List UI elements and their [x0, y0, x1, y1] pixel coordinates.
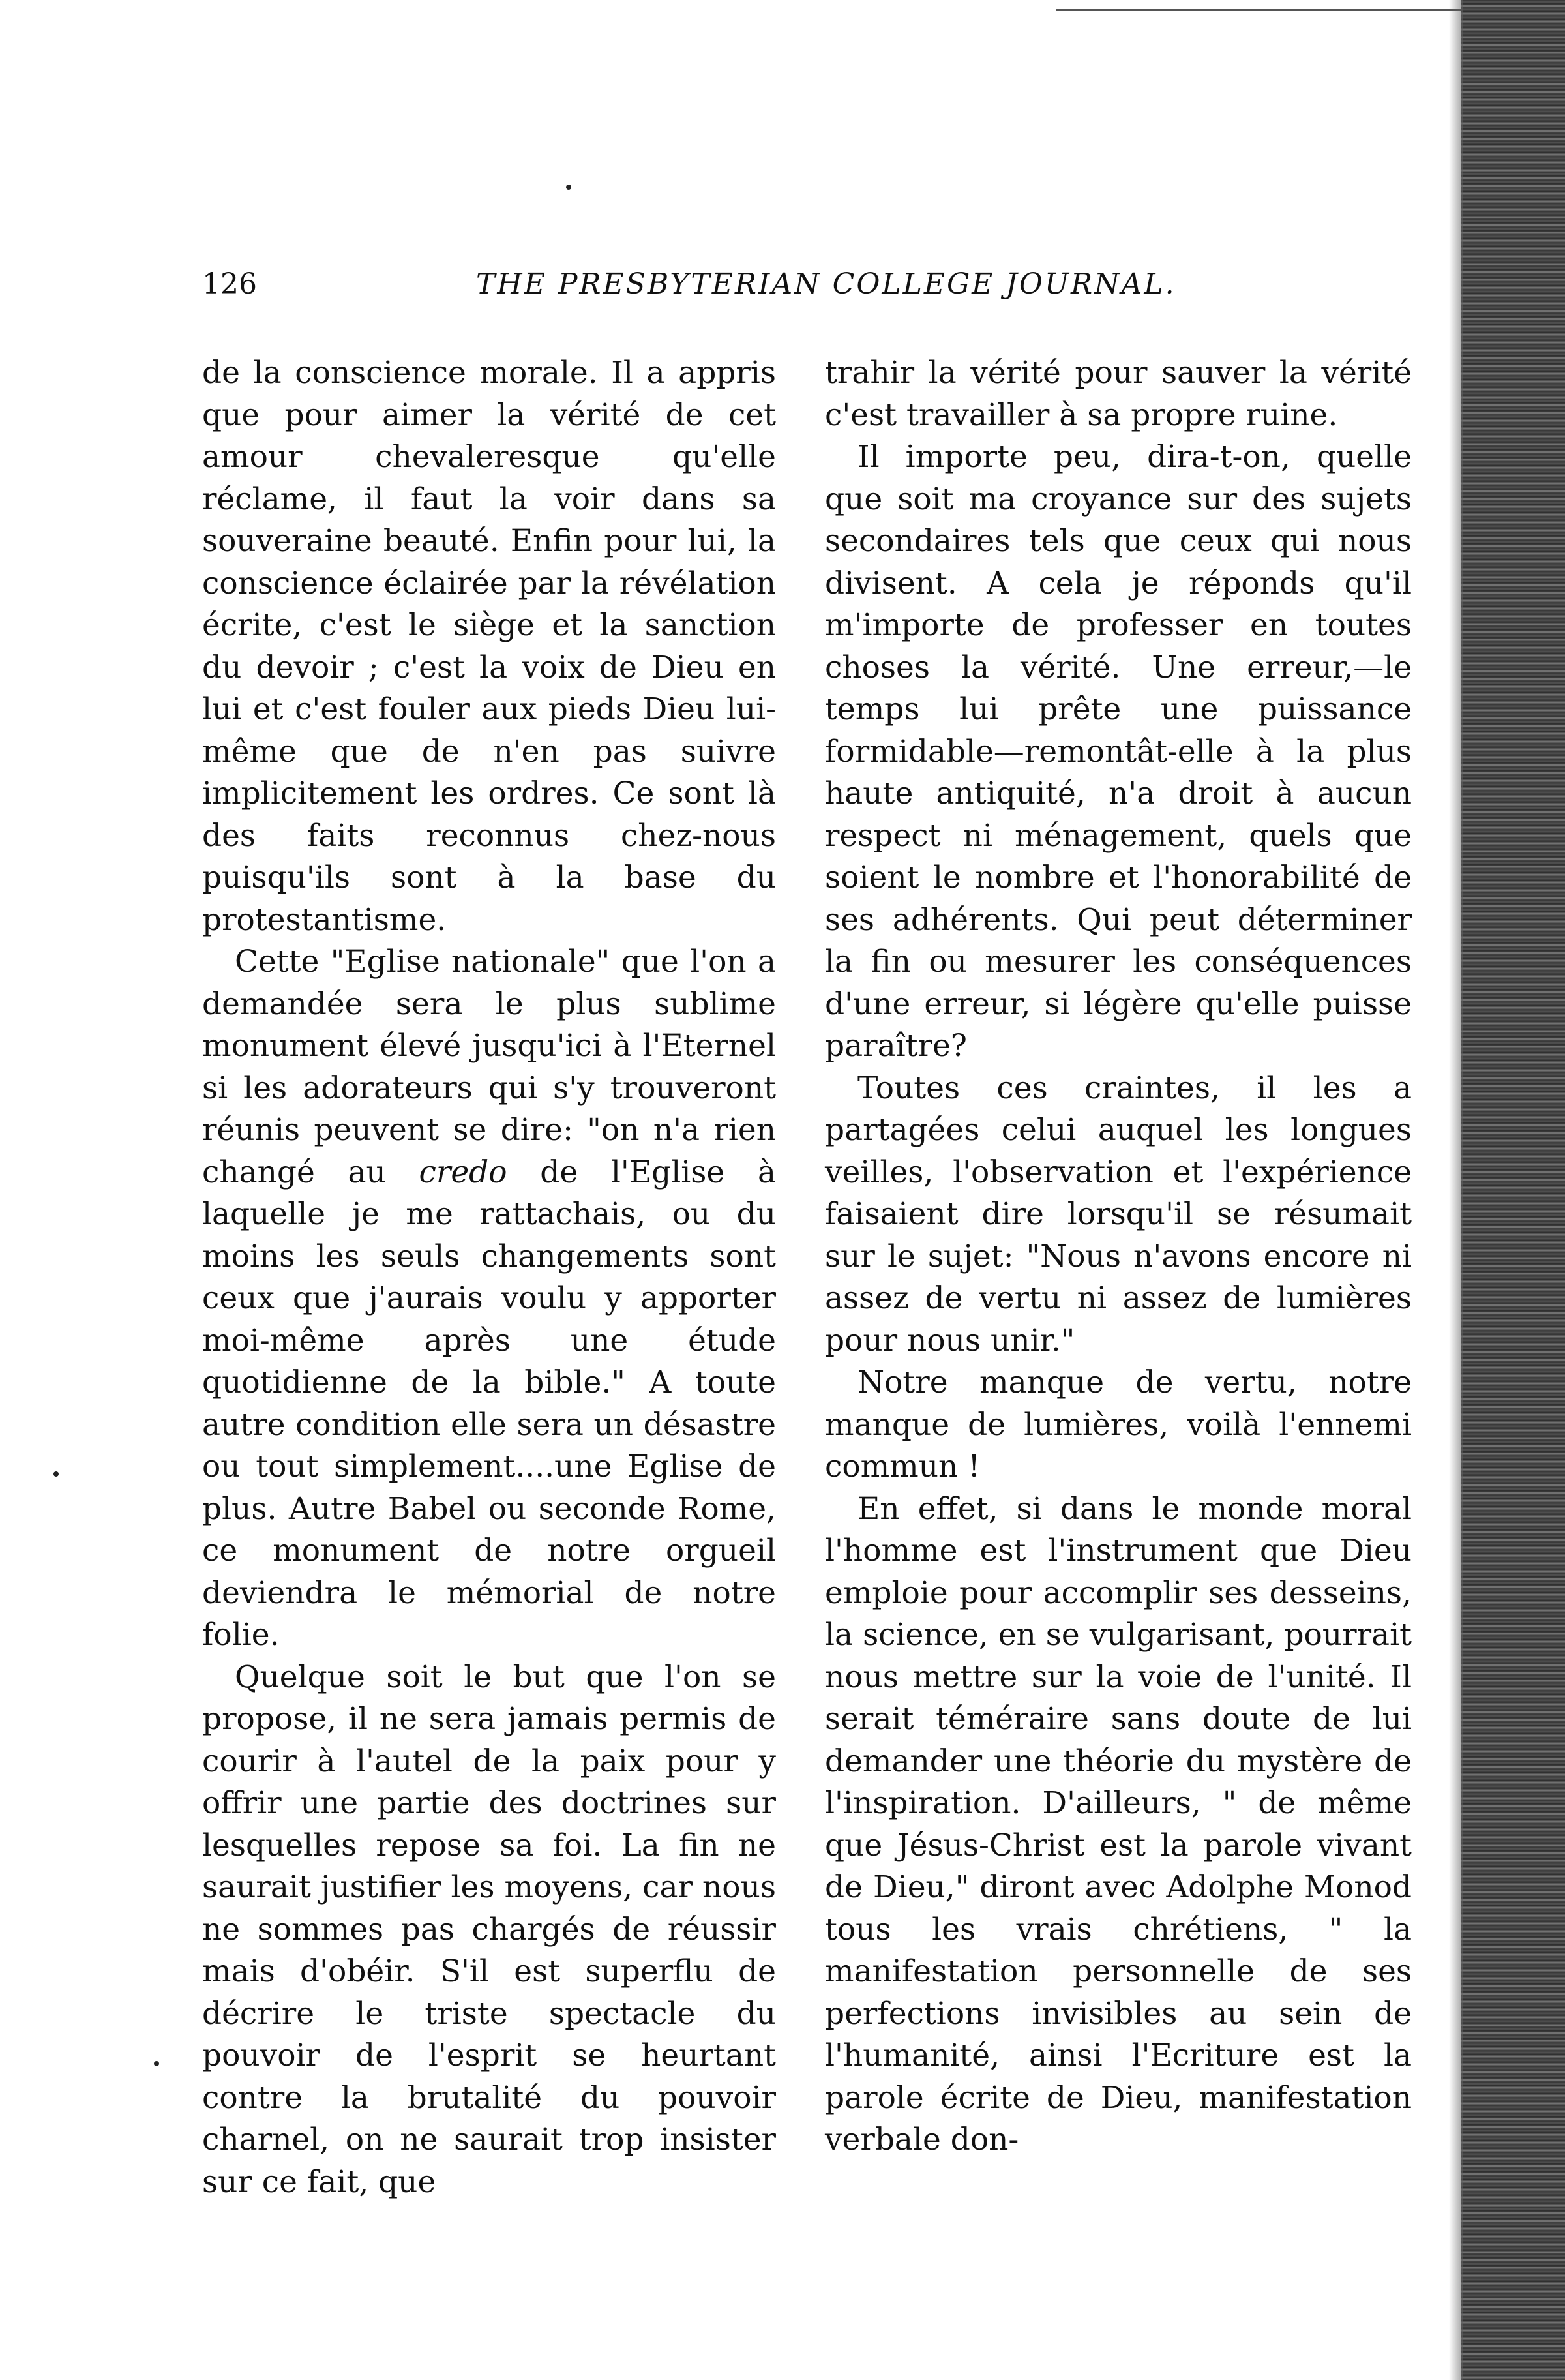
- italic-word: credo: [419, 1154, 507, 1190]
- running-header: [202, 267, 1422, 320]
- paragraph: Toutes ces craintes, il les a partagées celui auquel les longues veilles, l'observation et l'expérience faisaient dire lorsqu'il se résumait sur le sujet: "Nous n'avons encore ni assez de vertu ni assez de lumières pour nous unir.": [825, 1070, 1412, 1359]
- scan-speck: [566, 185, 571, 190]
- paragraph: En effet, si dans le monde moral l'homme est l'instrument que Dieu emploie pour accomplir ses desseins, la science, en se vulgarisant, pourrait nous mettre sur la voie de l'unité. Il serait téméraire sans doute de lui demander une théorie du mystère de l'inspiration. D'ailleurs, " de même que Jésus-Christ est la parole vivant de Dieu," diront avec Adolphe Monod tous les vrais chrétiens, " la manifestation personnelle de ses perfections invisibles au sein de l'humanité, ainsi l'Ecriture est la parole écrite de Dieu, manifestation verbale don-: [825, 1490, 1412, 2158]
- scan-artifact-line: [1056, 9, 1461, 11]
- paragraph: Il importe peu, dira-t-on, quelle que soit ma croyance sur des sujets secondaires tels que ceux qui nous divisent. A cela je réponds qu'il m'importe de professer en toutes choses la vérité. Une erreur,—le temps lui prête une puissance formidable—remontât-elle à la plus haute antiquité, n'a droit à aucun respect ni ménagement, quels que soient le nombre et l'honorabilité de ses adhérents. Qui peut déterminer la fin ou mesurer les conséquences d'une erreur, si légère qu'elle puisse paraître?: [825, 439, 1412, 1064]
- paragraph: Notre manque de vertu, notre manque de lumières, voilà l'ennemi commun !: [825, 1364, 1412, 1484]
- scan-edge-shadow: [1461, 0, 1565, 2380]
- paragraph-text: Cette "Eglise nationale" que l'on a demandée sera le plus sublime monument élevé jusqu'ici à l'Eternel si les adorateurs qui s'y trouveront réunis peuvent se dire: "on n'a rien changé au: [202, 944, 776, 1190]
- paragraph: de la conscience morale. Il a appris que pour aimer la vérité de cet amour chevaleresque qu'elle réclame, il faut la voir dans sa souveraine beauté. Enfin pour lui, la conscience éclairée par la révélation écrite, c'est le siège et la sanction du devoir ; c'est la voix de Dieu en lui et c'est fouler aux pieds Dieu lui-même que de n'en pas suivre implicitement les ordres. Ce sont là des faits reconnus chez-nous puisqu'ils sont à la base du protestantisme.: [202, 355, 776, 938]
- left-column: [202, 352, 776, 2203]
- right-column: [825, 352, 1412, 2162]
- paragraph: trahir la vérité pour sauver la vérité c'est travailler à sa propre ruine.: [825, 355, 1412, 433]
- journal-title: THE PRESBYTERIAN COLLEGE JOURNAL.: [476, 267, 1176, 301]
- scan-speck: [154, 2061, 159, 2066]
- page-number: 126: [202, 267, 257, 301]
- paragraph-text: de l'Eglise à laquelle je me rattachais, ou du moins les seuls changements sont ceux que j'aurais voulu y apporter moi-même après une étude quotidienne de la bible." A toute autre condition elle sera un désastre ou tout simplement....une Eglise de plus. Autre Babel ou seconde Rome, ce monument de notre orgueil deviendra le mémorial de notre folie.: [202, 1154, 776, 1653]
- paragraph: [202, 941, 776, 1657]
- scan-speck: [53, 1471, 59, 1477]
- paragraph: Quelque soit le but que l'on se propose, il ne sera jamais permis de courir à l'autel de la paix pour y offrir une partie des doctrines sur lesquelles repose sa foi. La fin ne saurait justifier les moyens, car nous ne sommes pas chargés de réussir mais d'obéir. S'il est superflu de décrire le triste spectacle du pouvoir de l'esprit se heurtant contre la brutalité du pouvoir charnel, on ne saurait trop insister sur ce fait, que: [202, 1659, 776, 2200]
